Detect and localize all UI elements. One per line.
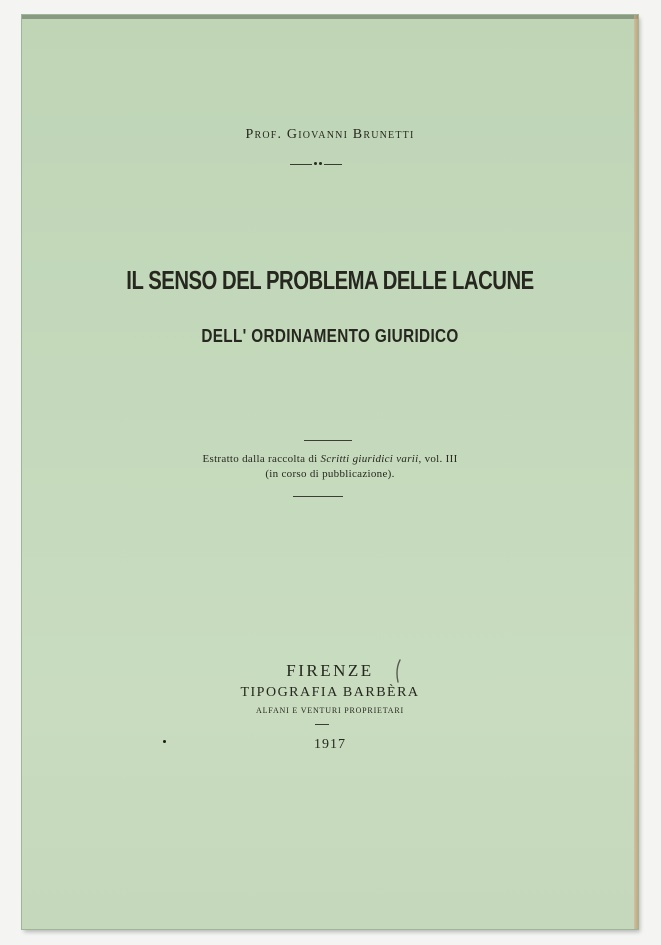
subtitle: DELL' ORDINAMENTO GIURIDICO [201,326,459,346]
ornament-divider [290,161,342,167]
extract-text-end: , vol. III [418,453,458,465]
extract-note [22,453,638,465]
publisher-owners: ALFANI E VENTURI PROPRIETARI [256,706,404,715]
extract-text-start: Estratto dalla raccolta di [202,453,321,465]
title: IL SENSO DEL PROBLEMA DELLE LACUNE [126,265,534,295]
ornament-line-left [290,164,312,165]
rule-above-extract [304,440,352,441]
author-line [22,127,638,143]
publisher-name: TIPOGRAFIA BARBÈRA [240,685,420,700]
rule-below-extract [293,496,343,497]
rule-above-year [315,724,329,725]
ornament-dot [319,162,322,165]
ornament-dot [314,162,317,165]
extract-collection-title: Scritti giuridici varii [320,453,419,465]
author-name: Prof. Giovanni Brunetti [245,127,415,142]
pencil-mark [395,659,403,683]
publication-year: 1917 [314,737,346,752]
publisher-city: FIRENZE [286,661,374,680]
ink-speck [163,740,166,743]
book-cover [22,15,638,929]
ornament-line-right [324,164,342,165]
extract-status: (in corso di pubblicazione). [265,468,395,480]
